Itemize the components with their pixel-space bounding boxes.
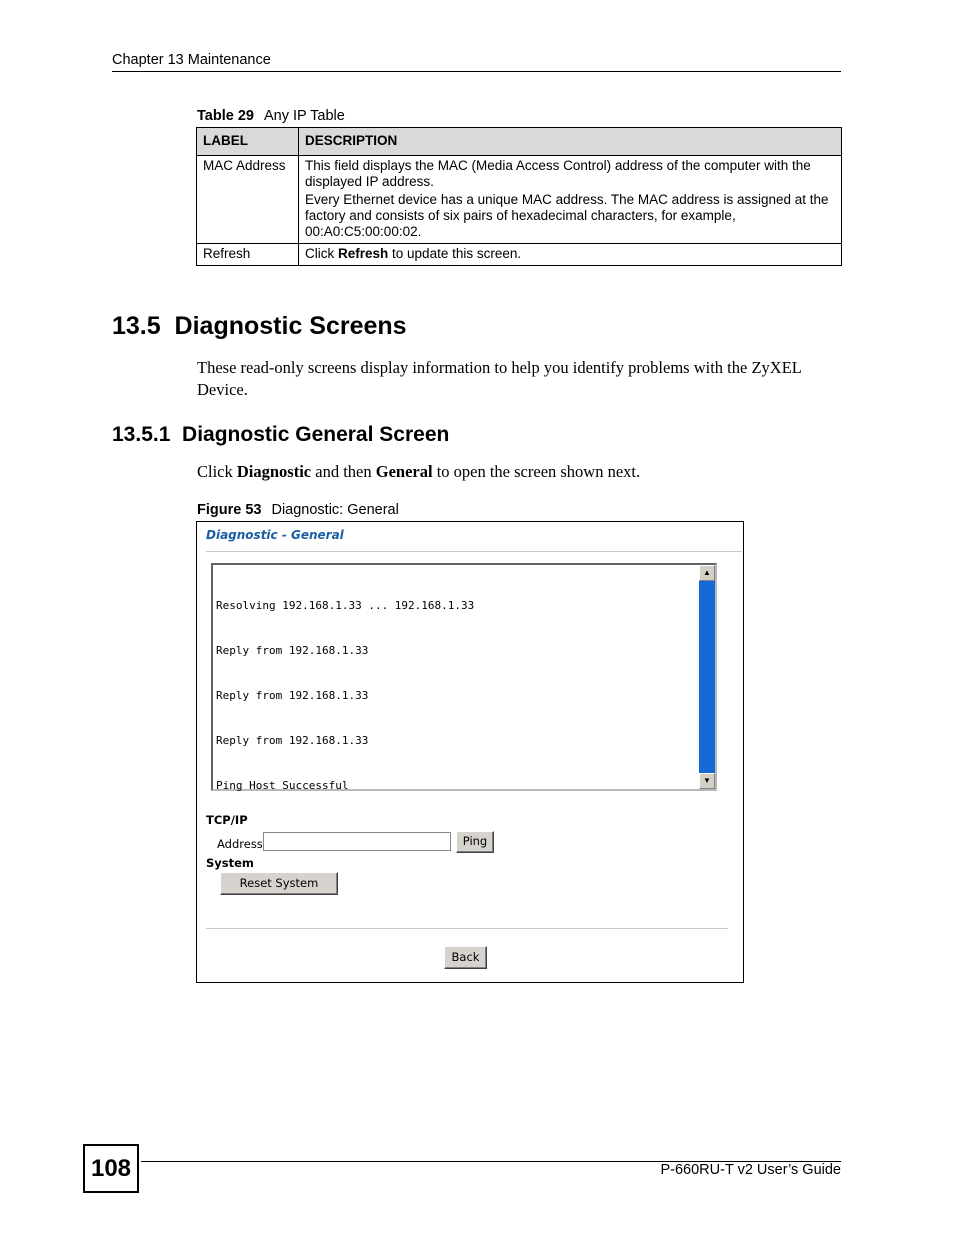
diagnostic-general-screen [196, 521, 744, 983]
any-ip-table [196, 127, 842, 266]
address-label: Address [217, 837, 263, 851]
scroll-down-arrow-icon[interactable]: ▼ [699, 773, 715, 789]
table-caption [197, 108, 345, 124]
header-rule [112, 71, 841, 72]
output-line: Ping Host Successful [216, 779, 349, 792]
row-label: Refresh [197, 244, 299, 266]
guide-title: P-660RU-T v2 User’s Guide [660, 1162, 841, 1178]
description-paragraph: This field displays the MAC (Media Access Control) address of the computer with the displayed IP address. [305, 158, 811, 189]
output-line: Reply from 192.168.1.33 [216, 689, 369, 702]
table-row [197, 244, 842, 266]
description-paragraph: Every Ethernet device has a unique MAC address. The MAC address is assigned at the factory and consists of six pairs of hexadecimal characters, for example, 00:A0:C5:00:00:02. [305, 192, 829, 239]
output-line: Reply from 192.168.1.33 [216, 644, 369, 657]
screen-title: Diagnostic - General [206, 528, 344, 542]
body-text: to open the screen shown next. [432, 462, 641, 481]
body-text: Click [197, 462, 237, 481]
figure-caption [197, 502, 399, 518]
output-line: Reply from 192.168.1.33 [216, 734, 369, 747]
description-text: to update this screen. [388, 246, 522, 261]
figure-caption-title: Diagnostic: General [271, 502, 399, 518]
body-bold: Diagnostic [236, 462, 312, 481]
description-bold: Refresh [338, 246, 389, 261]
figure-caption-label: Figure 53 [197, 502, 262, 518]
scroll-up-arrow-icon[interactable]: ▲ [699, 565, 715, 581]
tcpip-label: TCP/IP [206, 813, 248, 827]
subsection-body [197, 462, 640, 482]
title-divider [206, 551, 742, 552]
bottom-divider [206, 928, 728, 929]
row-description [299, 244, 842, 266]
subsection-heading: 13.5.1 Diagnostic General Screen [112, 423, 450, 446]
body-text: and then [311, 462, 376, 481]
back-button[interactable]: Back [444, 946, 487, 969]
output-lines [216, 568, 474, 823]
table-caption-label: Table 29 [197, 108, 254, 124]
description-text: Click [305, 246, 338, 261]
row-description [299, 156, 842, 244]
row-label: MAC Address [197, 156, 299, 244]
vertical-scrollbar[interactable] [699, 565, 715, 789]
page-number: 108 [83, 1144, 139, 1193]
table-caption-title: Any IP Table [263, 108, 345, 124]
table-header-row [197, 128, 842, 156]
reset-system-button[interactable]: Reset System [220, 872, 338, 895]
section-heading: 13.5 Diagnostic Screens [112, 312, 407, 340]
section-body: These read-only screens display information to help you identify problems with the ZyXEL Device. [197, 358, 802, 399]
ping-button[interactable]: Ping [456, 831, 494, 853]
body-bold: General [375, 462, 433, 481]
diagnostic-output-textarea[interactable] [211, 563, 717, 791]
column-header-label: LABEL [197, 128, 299, 156]
address-input[interactable] [263, 832, 451, 851]
output-line: Resolving 192.168.1.33 ... 192.168.1.33 [216, 599, 475, 612]
system-label: System [206, 856, 254, 870]
running-head: Chapter 13 Maintenance [112, 52, 271, 68]
table-row [197, 156, 842, 244]
column-header-description: DESCRIPTION [299, 128, 842, 156]
